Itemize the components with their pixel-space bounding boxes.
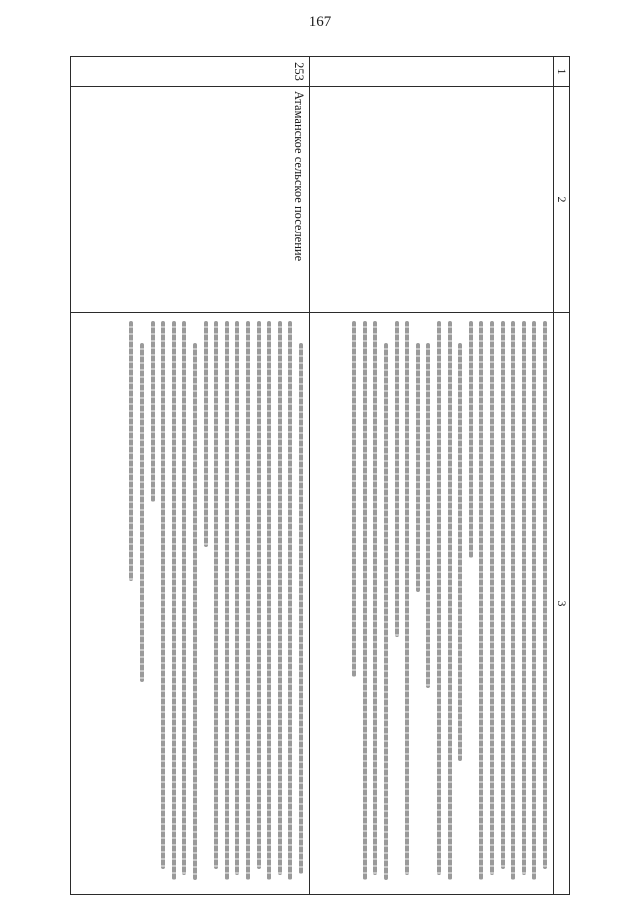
table-row [71,57,310,895]
settlement-name [310,87,554,313]
column-header: 1 [554,57,570,87]
data-table [70,56,570,895]
decision-text [310,313,554,895]
row-number: 253 [71,57,310,87]
text-block [130,321,304,886]
page-number: 167 [308,14,332,30]
column-header: 3 [554,313,570,895]
row-number [310,57,554,87]
decision-text [71,313,310,895]
column-header: 2 [554,87,570,313]
text-block [352,321,547,886]
table-header-row [554,57,570,895]
rotated-page [70,56,570,894]
settlement-name: Атаманское сельское поселение [71,87,310,313]
rotated-content [70,56,570,894]
table-row [310,57,554,895]
